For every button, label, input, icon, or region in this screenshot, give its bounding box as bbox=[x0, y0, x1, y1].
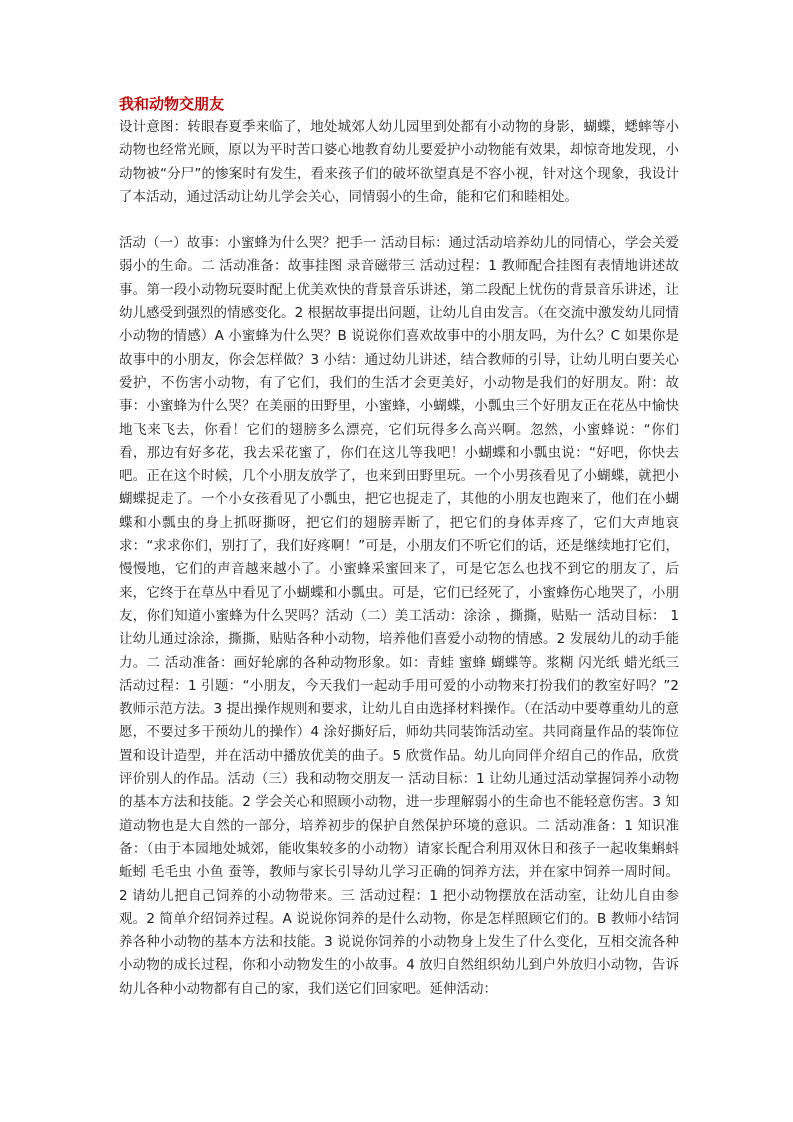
document-title: 我和动物交朋友 bbox=[119, 95, 225, 113]
document-page bbox=[119, 92, 679, 1001]
activities-paragraph: 活动（一）故事：小蜜蜂为什么哭？把手一 活动目标：通过活动培养幼儿的同情心，学会关爱弱小的生命。二 活动准备：故事挂图 录音磁带三 活动过程：1 教师配合挂图有表情地讲述故事。第一段小动物玩耍时配上优美欢快的背景音乐讲述，第二段配上忧伤的背景音乐讲述，让幼儿感受到强烈的情感变化。2 根据故事提出问题，让幼儿自由发言。（在交流中激发幼儿同情小动物的情感）A 小蜜蜂为什么哭？B 说说你们喜欢故事中的小朋友吗，为什么？C 如果你是故事中的小朋友，你会怎样做？3 小结：通过幼儿讲述，结合教师的引导，让幼儿明白要关心爱护，不伤害小动物，有了它们，我们的生活才会更美好，小动物是我们的好朋友。附：故事：小蜜蜂为什么哭？在美丽的田野里，小蜜蜂，小蝴蝶，小瓢虫三个好朋友正在花丛中愉快地飞来飞去，你看！它们的翅膀多么漂亮，它们玩得多么高兴啊。忽然，小蜜蜂说：“你们看，那边有好多花，我去采花蜜了，你们在这儿等我吧！小蝴蝶和小瓢虫说：“好吧，你快去吧。正在这个时候，几个小朋友放学了，也来到田野里玩。一个小男孩看见了小蝴蝶，就把小蝴蝶捉走了。一个小女孩看见了小瓢虫，把它也捉走了，其他的小朋友也跑来了，他们在小蝴蝶和小瓢虫的身上抓呀撕呀，把它们的翅膀弄断了，把它们的身体弄疼了，它们大声地哀求：“求求你们，别打了，我们好疼啊！”可是，小朋友们不听它们的话，还是继续地打它们，慢慢地，它们的声音越来越小了。小蜜蜂采蜜回来了，可是它怎么也找不到它的朋友了，后来，它终于在草丛中看见了小蝴蝶和小瓢虫。可是，它们已经死了，小蜜蜂伤心地哭了，小朋友，你们知道小蜜蜂为什么哭吗？活动（二）美工活动：涂涂 ，撕撕，贴贴一 活动目标： 1 让幼儿通过涂涂，撕撕，贴贴各种小动物，培养他们喜爱小动物的情感。2 发展幼儿的动手能力。二 活动准备：画好轮廓的各种动物形象。如：青蛙 蜜蜂 蝴蝶等。浆糊 闪光纸 蜡光纸三 活动过程：1 引题：“小朋友，今天我们一起动手用可爱的小动物来打扮我们的教室好吗？”2 教师示范方法。3 提出操作规则和要求，让幼儿自由选择材料操作。（在活动中要尊重幼儿的意愿，不要过多干预幼儿的操作）4 涂好撕好后，师幼共同装饰活动室。共同商量作品的装饰位置和设计造型，并在活动中播放优美的曲子。5 欣赏作品。幼儿向同伴介绍自己的作品，欣赏评价别人的作品。活动（三）我和动物交朋友一 活动目标：1 让幼儿通过活动掌握饲养小动物的基本方法和技能。2 学会关心和照顾小动物，进一步理解弱小的生命也不能轻意伤害。3 知道动物也是大自然的一部分，培养初步的保护自然保护环境的意识。二 活动准备：1 知识准备：（由于本园地处城郊，能收集较多的小动物）请家长配合利用双休日和孩子一起收集蝌蚪 蚯蚓 毛毛虫 小鱼 蚕等，教师与家长引导幼儿学习正确的饲养方法，并在家中饲养一周时间。2 请幼儿把自己饲养的小动物带来。三 活动过程：1 把小动物摆放在活动室，让幼儿自由参观。2 简单介绍饲养过程。A 说说你饲养的是什么动物，你是怎样照顾它们的。B 教师小结饲养各种小动物的基本方法和技能。3 说说你饲养的小动物身上发生了什么变化，互相交流各种小动物的成长过程，你和小动物发生的小故事。4 放归自然组织幼儿到户外放归小动物，告诉幼儿各种小动物都有自己的家，我们送它们回家吧。延伸活动： bbox=[119, 235, 679, 997]
paragraph-spacer bbox=[119, 209, 679, 232]
design-intent-paragraph: 设计意图：转眼春夏季来临了，地处城郊人幼儿园里到处都有小动物的身影，蝴蝶，蟋蟀等小动物也经常光顾，原以为平时苦口婆心地教育幼儿要爱护小动物能有效果，却惊奇地发现，小动物被“分尸”的惨案时有发生，看来孩子们的破坏欲望真是不容小视，针对这个现象，我设计了本活动，通过活动让幼儿学会关心，同情弱小的生命，能和它们和睦相处。 bbox=[119, 119, 679, 205]
